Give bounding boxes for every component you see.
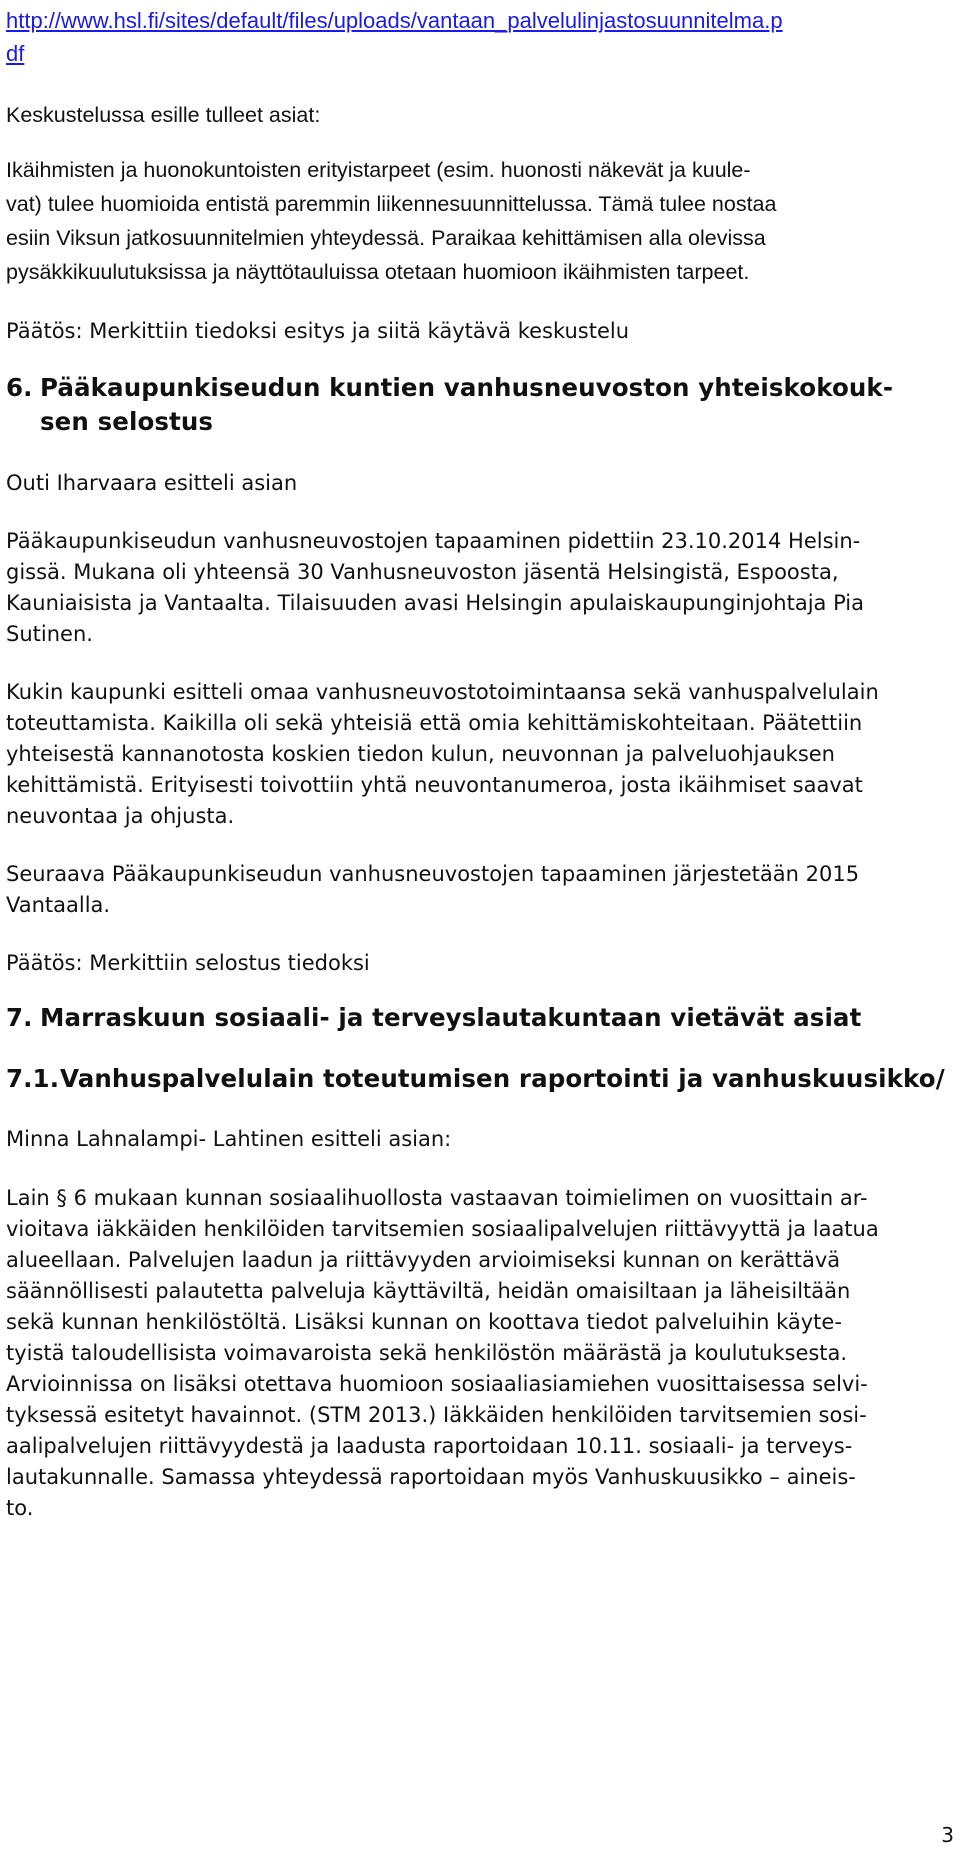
text-line: to. <box>6 1496 34 1520</box>
text-line: sekä kunnan henkilöstöltä. Lisäksi kunnan on koottava tiedot palveluihin käyte- <box>6 1310 842 1334</box>
section-6-paragraph-1 <box>6 526 951 650</box>
section-7-heading <box>6 1001 951 1035</box>
section-6-paragraph-2 <box>6 677 951 832</box>
text-line: Lain § 6 mukaan kunnan sosiaalihuollosta vastaavan toimielimen on vuosittain ar- <box>6 1186 868 1210</box>
text-line: kehittämistä. Erityisesti toivottiin yhtä neuvontanumeroa, josta ikäihmiset saavat <box>6 773 863 797</box>
text-line: Ikäihmisten ja huonokuntoisten erityistarpeet (esim. huonosti näkevät ja kuule- <box>6 158 751 182</box>
text-line: Seuraava Pääkaupunkiseudun vanhusneuvostojen tapaaminen järjestetään 2015 <box>6 862 860 886</box>
section-7-number: 7. <box>6 1003 33 1032</box>
text-line: Pääkaupunkiseudun vanhusneuvostojen tapaaminen pidettiin 23.10.2014 Helsin- <box>6 529 861 553</box>
text-line: esiin Viksun jatkosuunnitelmien yhteydessä. Paraikaa kehittämisen alla olevissa <box>6 226 766 250</box>
section-6-title-line1: Pääkaupunkiseudun kuntien vanhusneuvoston yhteiskokouk- <box>40 373 894 402</box>
text-line: gissä. Mukana oli yhteensä 30 Vanhusneuvoston jäsentä Helsingistä, Espoosta, <box>6 560 839 584</box>
source-link-line1[interactable]: http://www.hsl.fi/sites/default/files/uploads/vantaan_palvelulinjastosuunnitelma.p <box>6 8 783 33</box>
section-6-decision: Päätös: Merkittiin selostus tiedoksi <box>6 951 370 975</box>
decision-item-5: Päätös: Merkittiin tiedoksi esitys ja siitä käytävä keskustelu <box>6 319 630 343</box>
text-line: Arvioinnissa on lisäksi otettava huomioon sosiaaliasiamiehen vuosittaisessa selvi- <box>6 1372 868 1396</box>
section-7-title: Marraskuun sosiaali- ja terveyslautakuntaan vietävät asiat <box>40 1003 862 1032</box>
section-7-1-title: Vanhuspalvelulain toteutumisen raportointi ja vanhuskuusikko/ <box>60 1064 945 1093</box>
section-7-1-number: 7.1. <box>6 1064 60 1093</box>
section-7-1-paragraph <box>6 1183 951 1524</box>
discussion-paragraph <box>6 153 951 289</box>
page-number: 3 <box>941 1823 954 1847</box>
source-link-line2[interactable]: df <box>6 41 25 66</box>
text-line: vat) tulee huomioida entistä paremmin liikennesuunnittelussa. Tämä tulee nostaa <box>6 192 777 216</box>
text-line: Kukin kaupunki esitteli omaa vanhusneuvostotoimintaansa sekä vanhuspalvelulain <box>6 680 879 704</box>
section-6-paragraph-3 <box>6 859 951 921</box>
text-line: tyistä taloudellisista voimavaroista sekä henkilöstön määrästä ja koulutuksesta. <box>6 1341 848 1365</box>
text-line: toteuttamista. Kaikilla oli sekä yhteisiä että omia kehittämiskohteitaan. Päätettiin <box>6 711 863 735</box>
section-6-heading <box>6 371 951 439</box>
text-line: säännöllisesti palautetta palveluja käyttäviltä, heidän omaisiltaan ja läheisiltään <box>6 1279 851 1303</box>
text-line: aalipalvelujen riittävyydestä ja laadusta raportoidaan 10.11. sosiaali- ja terveys- <box>6 1434 853 1458</box>
text-line: alueellaan. Palvelujen laadun ja riittävyyden arvioimiseksi kunnan on kerättävä <box>6 1248 841 1272</box>
text-line: lautakunnalle. Samassa yhteydessä raportoidaan myös Vanhuskuusikko – aineis- <box>6 1465 856 1489</box>
text-line: pysäkkikuulutuksissa ja näyttötauluissa otetaan huomioon ikäihmisten tarpeet. <box>6 260 750 284</box>
section-7-1-heading <box>6 1062 951 1096</box>
text-line: neuvontaa ja ohjusta. <box>6 804 235 828</box>
text-line: Sutinen. <box>6 622 93 646</box>
section-7-1-presenter: Minna Lahnalampi- Lahtinen esitteli asian: <box>6 1127 452 1151</box>
section-6-number: 6. <box>6 373 33 402</box>
text-line: yhteisestä kannanotosta koskien tiedon kulun, neuvonnan ja palveluohjauksen <box>6 742 835 766</box>
text-line: Vantaalla. <box>6 893 111 917</box>
text-line: Kauniaisista ja Vantaalta. Tilaisuuden avasi Helsingin apulaiskaupunginjohtaja Pia <box>6 591 864 615</box>
discussion-heading: Keskustelussa esille tulleet asiat: <box>6 103 321 127</box>
source-link[interactable] <box>6 4 951 70</box>
document-page <box>6 4 951 1524</box>
text-line: vioitava iäkkäiden henkilöiden tarvitsemien sosiaalipalvelujen riittävyyttä ja laatua <box>6 1217 879 1241</box>
section-6-title-line2: sen selostus <box>40 407 214 436</box>
section-6-presenter: Outi Iharvaara esitteli asian <box>6 471 298 495</box>
text-line: tyksessä esitetyt havainnot. (STM 2013.) Iäkkäiden henkilöiden tarvitsemien sosi- <box>6 1403 867 1427</box>
